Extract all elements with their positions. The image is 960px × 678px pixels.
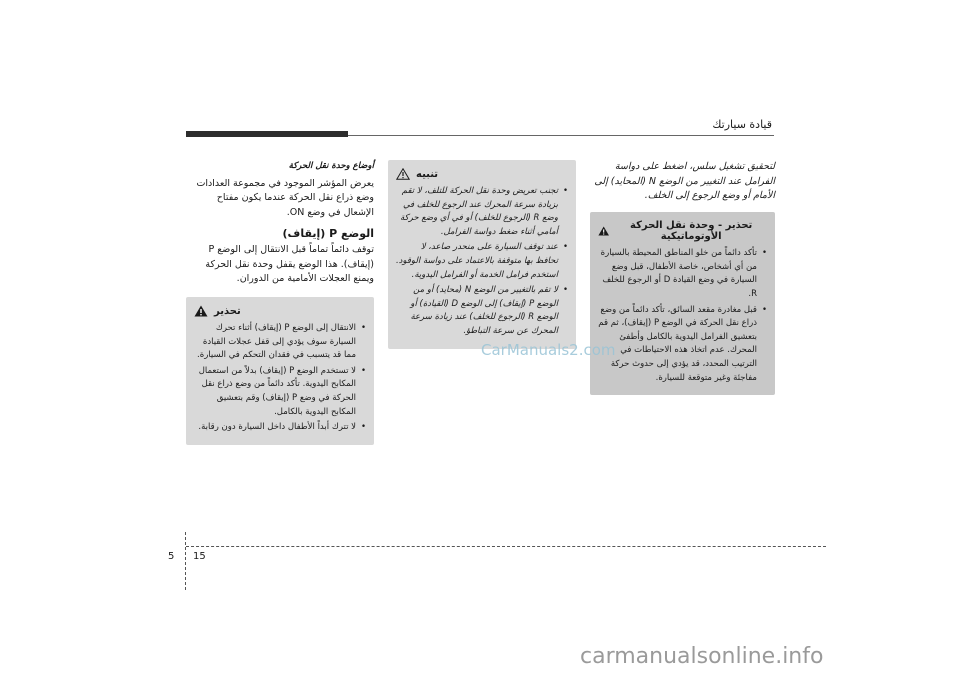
watermark-carmanualsonline: carmanualsonline.info	[580, 644, 824, 669]
park-warning-item-3: لا تترك أبداً الأطفال داخل السيارة دون رقابة.	[198, 422, 356, 433]
warning-triangle-icon	[598, 225, 609, 237]
auto-transmission-warning-box	[590, 212, 775, 395]
caution-label: تنبيه	[416, 168, 439, 180]
header-title: قيادة سيارتك	[712, 118, 772, 131]
list-item: • لا تقم بالتغيير من الوضع N (محايد) أو من الوضع P (إيقاف) إلى الوضع D (القيادة) أو الوضع R (الرجوع للخلف) عند زيادة سرعة المحرك عن سرعة التباطؤ.	[410, 285, 568, 336]
list-item: • لا تترك أبداً الأطفال داخل السيارة دون رقابة.	[198, 422, 366, 433]
warning-triangle-icon	[194, 305, 208, 317]
list-item: • الانتقال إلى الوضع P (إيقاف) أثناء تحرك السيارة سوف يؤدي إلى قفل عجلات القيادة مما قد يتسبب في فقدان التحكم في السيارة.	[197, 323, 366, 361]
park-text: توقف دائماً تماماً قبل الانتقال إلى الوضع P (إيقاف). هذا الوضع يقفل وحدة نقل الحركة ويمنع العجلات الأمامية من الدوران.	[205, 243, 374, 285]
smooth-operation-text: لتحقيق تشغيل سلس، اضغط على دواسة الفرامل عند التغيير من الوضع N (المحايد) إلى الأمام أو وضع الرجوع إلى الخلف.	[594, 161, 775, 202]
auto-transmission-warning-label: تحذير - وحدة نقل الحركة الأوتوماتيكية	[630, 220, 753, 243]
park-warning-label: تحذير	[214, 305, 241, 317]
caution-item-3: لا تقم بالتغيير من الوضع N (محايد) أو من الوضع P (إيقاف) إلى الوضع D (القيادة) أو الوضع R (الرجوع للخلف) عند زيادة سرعة المحرك عن سرعة التباطؤ.	[410, 285, 558, 336]
park-warning-item-1: الانتقال إلى الوضع P (إيقاف) أثناء تحرك السيارة سوف يؤدي إلى قفل عجلات القيادة مما قد يتسبب في فقدان التحكم في السيارة.	[197, 323, 356, 361]
park-heading: الوضع P (إيقاف)	[282, 226, 374, 240]
transmission-modes-intro: يعرض المؤشر الموجود في مجموعة العدادات وضع ذراع نقل الحركة عندما يكون مفتاح الإشعال في وضع ON.	[196, 177, 374, 219]
auto-warning-item-2: قبل مغادرة مقعد السائق، تأكد دائماً من وضع ذراع نقل الحركة في الوضع P (إيقاف)، ثم قم بتعشيق الفرامل اليدوية بالكامل وأطفئ المحرك. عدم اتخاذ هذه الاحتياطات في الترتيب المحدد، قد يؤدي إلى حدوث حركة مفاجئة وغير متوقعة للسيارة.	[598, 304, 757, 383]
caution-item-1: تجنب تعريض وحدة نقل الحركة للتلف، لا تقم بزيادة سرعة المحرك عند الرجوع للخلف في وضع R (الرجوع للخلف) أو في أي وضع حركة أمامي أثناء ضغط دواسة الفرامل.	[400, 186, 558, 237]
watermark-carmanuals2: CarManuals2.com	[481, 341, 616, 359]
right-column	[590, 160, 775, 395]
caution-triangle-icon	[396, 168, 410, 180]
chapter-number: 5	[168, 551, 175, 562]
left-column	[186, 160, 374, 445]
auto-warning-item-1: تأكد دائماً من خلو المناطق المحيطة بالسيارة من أي أشخاص، خاصة الأطفال، قبل وضع السيارة في وضع القيادة D أو الرجوع للخلف R.	[600, 248, 757, 299]
footer-divider	[185, 532, 186, 590]
list-item: • قبل مغادرة مقعد السائق، تأكد دائماً من وضع ذراع نقل الحركة في الوضع P (إيقاف)، ثم قم بتعشيق الفرامل اليدوية بالكامل وأطفئ المحرك. عدم اتخاذ هذه الاحتياطات في الترتيب المحدد، قد يؤدي إلى حدوث حركة مفاجئة وغير متوقعة للسيارة.	[598, 304, 767, 383]
list-item: • عند توقف السيارة على منحدر صاعد، لا تحافظ بها متوقفة بالاعتماد على دواسة الوقود. استخدم فرامل الخدمة أو الفرامل اليدوية.	[395, 242, 568, 280]
list-item: • تجنب تعريض وحدة نقل الحركة للتلف، لا تقم بزيادة سرعة المحرك عند الرجوع للخلف في وضع R (الرجوع للخلف) أو في أي وضع حركة أمامي أثناء ضغط دواسة الفرامل.	[400, 186, 568, 237]
park-warning-box	[186, 297, 374, 445]
middle-column	[388, 160, 576, 349]
header-rule-accent	[186, 131, 348, 137]
caution-box	[388, 160, 576, 349]
park-warning-item-2: لا تستخدم الوضع P (إيقاف) بدلاً من استعمال المكابح اليدوية. تأكد دائماً من وضع ذراع نقل الحركة في وضع P (إيقاف) وقم بتعشيق المكابح اليدوية بالكامل.	[198, 365, 356, 417]
caution-title	[396, 168, 568, 180]
auto-transmission-warning-title	[598, 220, 767, 242]
park-warning-title	[194, 305, 366, 317]
list-item: • تأكد دائماً من خلو المناطق المحيطة بالسيارة من أي أشخاص، خاصة الأطفال، قبل وضع السيارة في وضع القيادة D أو الرجوع للخلف R.	[600, 248, 767, 299]
list-item: • لا تستخدم الوضع P (إيقاف) بدلاً من استعمال المكابح اليدوية. تأكد دائماً من وضع ذراع نقل الحركة في وضع P (إيقاف) وقم بتعشيق المكابح اليدوية بالكامل.	[198, 365, 366, 417]
page-number: 15	[193, 551, 206, 562]
footer-rule	[186, 546, 826, 547]
transmission-modes-heading: أوضاع وحدة نقل الحركة	[288, 161, 374, 171]
caution-item-2: عند توقف السيارة على منحدر صاعد، لا تحافظ بها متوقفة بالاعتماد على دواسة الوقود. استخدم فرامل الخدمة أو الفرامل اليدوية.	[395, 242, 558, 280]
